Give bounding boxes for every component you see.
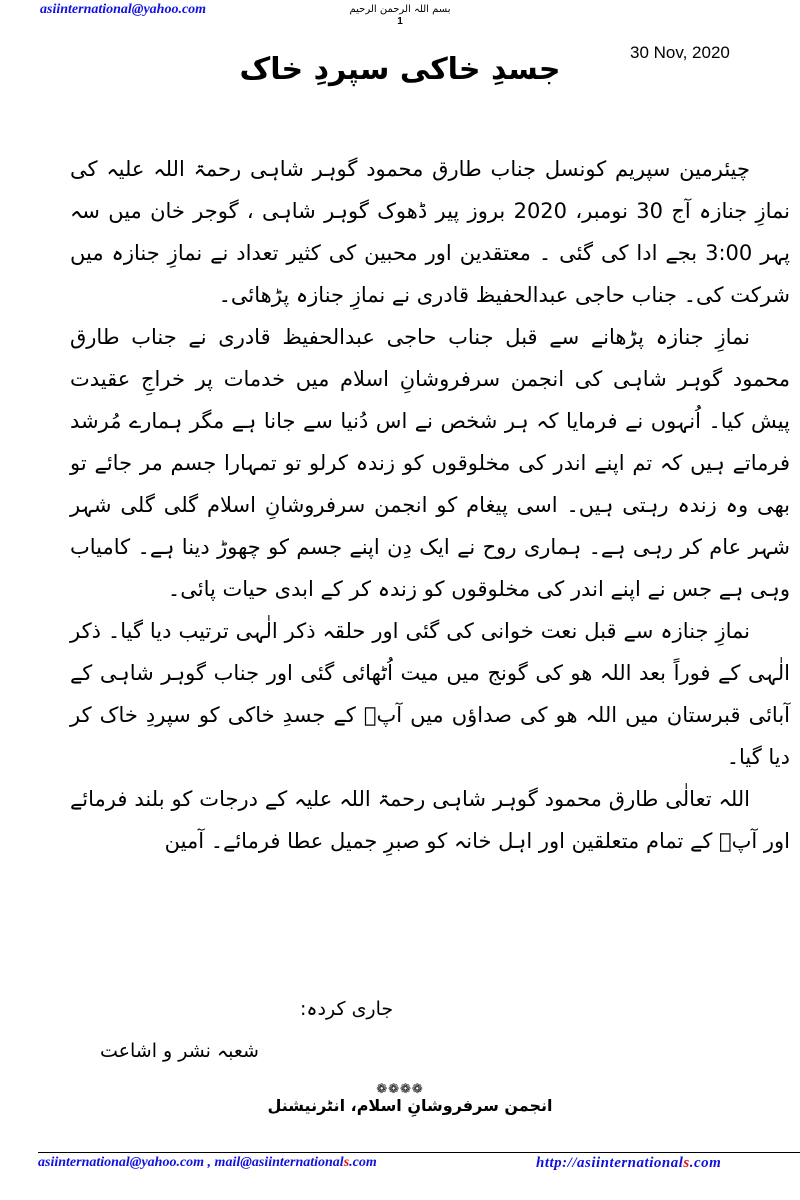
- footer-email-links[interactable]: [38, 1155, 377, 1171]
- department-name: شعبہ نشر و اشاعت: [100, 1040, 259, 1062]
- footer-email-suffix: .com: [349, 1155, 377, 1170]
- document-body: [70, 148, 790, 862]
- page-number: 1: [397, 16, 403, 27]
- issued-by-label: جاری کردہ:: [300, 998, 394, 1020]
- footer-website-link[interactable]: [536, 1155, 721, 1172]
- paragraph-tribute: نمازِ جنازہ پڑھانے سے قبل جناب حاجی عبدالحفیظ قادری نے جناب طارق محمود گوہر شاہی کی انجمن سرفروشانِ اسلام میں خدمات پر خراجِ عقیدت پیش کیا۔ اُنہوں نے فرمایا کہ ہر شخص نے اس دُنیا سے جانا ہے مگر ہمارے مُرشد فرماتے ہیں کہ تم اپنے اندر کی مخلوقوں کو زندہ کرلو تو تمہارا جسم مر جائے تو بھی وہ زندہ رہتی ہیں۔ اسی پیغام کو انجمن سرفروشانِ اسلام گلی گلی شہر شہر عام کر رہی ہے۔ ہماری روح نے ایک دِن اپنے جسم کو چھوڑ دینا ہے۔ کامیاب وہی ہے جس نے اپنے اندر کی مخلوقوں کو زندہ کر کے ابدی حیات پائی۔: [70, 325, 790, 601]
- footer-email-text[interactable]: asiinternational@yahoo.com , mail@asiinternational: [38, 1155, 344, 1170]
- ornament-stars-icon: ❁❁❁❁: [376, 1082, 424, 1097]
- footer-divider: [38, 1152, 800, 1153]
- paragraph-funeral-announcement: چیئرمین سپریم کونسل جناب طارق محمود گوہر شاہی رحمۃ اللہ علیہ کی نمازِ جنازہ آج 30 نومبر، 2020 بروز پیر ڈھوک گوہر شاہی ، گوجر خان میں سہ پہر 3:00 بجے ادا کی گئی ۔ معتقدین اور محبین کی کثیر تعداد نے نمازِ جنازہ میں شرکت کی۔ جناب حاجی عبدالحفیظ قادری نے نمازِ جنازہ پڑھائی۔: [70, 157, 790, 307]
- paragraph-burial: نمازِ جنازہ سے قبل نعت خوانی کی گئی اور حلقہ ذکر الٰہی ترتیب دیا گیا۔ ذکر الٰہی کے فوراً بعد اللہ ھو کی گونج میں میت اُٹھائی گئی اور جناب گوہر شاہی کے آبائی قبرستان میں اللہ ھو کی صداؤں میں آپؒ کے جسدِ خاکی کو سپردِ خاک کر دیا گیا۔: [70, 619, 790, 769]
- footer-url-text[interactable]: http://asiinternational: [536, 1155, 684, 1171]
- footer-url-suffix: .com: [689, 1155, 722, 1171]
- document-date: 30 Nov, 2020: [630, 43, 730, 62]
- document-title: جسدِ خاکی سپردِ خاک: [239, 52, 561, 87]
- footer-url-accent: s: [683, 1155, 690, 1171]
- organization-name: انجمن سرفروشانِ اسلام، انٹرنیشنل: [267, 1096, 553, 1115]
- footer-email-accent: s: [343, 1155, 350, 1170]
- bismillah-heading: بسم اللہ الرحمن الرحیم: [349, 4, 451, 15]
- header-email-link[interactable]: asiinternational@yahoo.com: [40, 2, 207, 17]
- paragraph-prayer: اللہ تعالٰی طارق محمود گوہر شاہی رحمۃ اللہ علیہ کے درجات کو بلند فرمائے اور آپؒ کے تمام متعلقین اور اہل خانہ کو صبرِ جمیل عطا فرمائے۔ آمین: [70, 787, 790, 853]
